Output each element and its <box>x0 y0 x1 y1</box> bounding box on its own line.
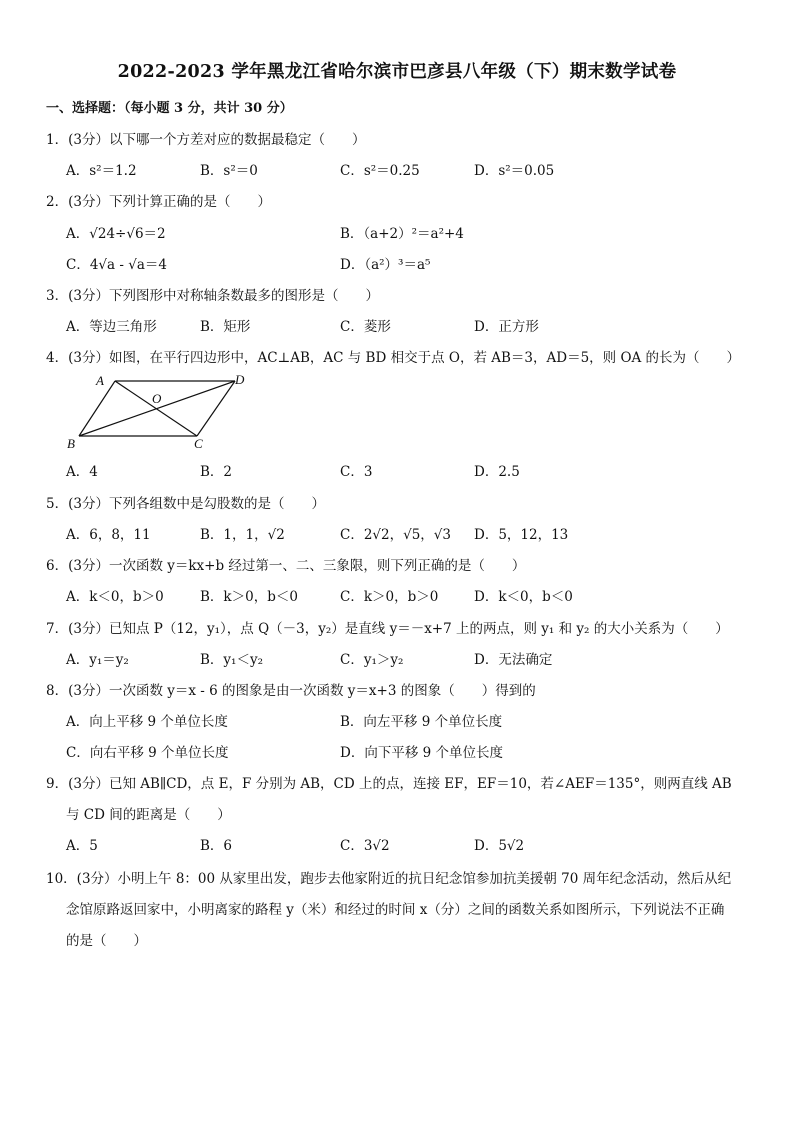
question-7-stem: 7．(3分）已知点 P（12，y₁），点 Q（－3，y₂）是直线 y＝－x+7 上的两点，则 y₁ 和 y₂ 的大小关系为（ ） <box>46 621 729 637</box>
q2-option-d: D．（a²）³＝a⁵ <box>340 257 431 273</box>
vertex-label-a: A <box>96 373 104 388</box>
q3-option-d: D．正方形 <box>474 319 539 335</box>
question-2-stem: 2．(3分）下列计算正确的是（ ） <box>46 194 271 210</box>
q7-option-b: B．y₁＜y₂ <box>200 652 263 668</box>
question-9-stem-line1: 9．(3分）已知 AB∥CD，点 E，F 分别为 AB，CD 上的点，连接 EF，EF＝10，若∠AEF＝135°，则两直线 AB <box>46 776 732 792</box>
question-5-stem: 5．(3分）下列各组数中是勾股数的是（ ） <box>46 496 325 512</box>
q4-option-a: A．4 <box>66 464 98 480</box>
q4-option-c: C．3 <box>340 464 373 480</box>
q8-option-a: A．向上平移 9 个单位长度 <box>66 714 228 730</box>
q2-option-b: B．（a+2）²＝a²+4 <box>340 226 464 242</box>
q8-option-b: B．向左平移 9 个单位长度 <box>340 714 503 730</box>
q7-option-c: C．y₁＞y₂ <box>340 652 404 668</box>
q3-option-c: C．菱形 <box>340 319 391 335</box>
vertex-label-b: B <box>67 436 75 451</box>
q7-option-d: D．无法确定 <box>474 652 553 668</box>
question-10-stem-line2: 念馆原路返回家中，小明离家的路程 y（米）和经过的时间 x（分）之间的函数关系如图所示，下列说法不正确 <box>66 902 725 918</box>
question-3-stem: 3．(3分）下列图形中对称轴条数最多的图形是（ ） <box>46 288 379 304</box>
q1-option-d: D．s²＝0.05 <box>474 163 555 179</box>
q1-option-c: C．s²＝0.25 <box>340 163 420 179</box>
vertex-label-o: O <box>152 391 162 406</box>
page-title: 2022-2023 学年黑龙江省哈尔滨市巴彦县八年级（下）期末数学试卷 <box>117 62 677 82</box>
question-6-stem: 6．(3分）一次函数 y＝kx+b 经过第一、二、三象限，则下列正确的是（ ） <box>46 558 526 574</box>
q5-option-c: C．2√2，√5，√3 <box>340 527 451 543</box>
q7-option-a: A．y₁＝y₂ <box>66 652 129 668</box>
q8-option-d: D．向下平移 9 个单位长度 <box>340 745 503 761</box>
q1-option-b: B．s²＝0 <box>200 163 258 179</box>
q2-option-c: C．4√a - √a＝4 <box>66 257 167 273</box>
q1-option-a: A．s²＝1.2 <box>66 163 137 179</box>
q5-option-d: D．5，12，13 <box>474 527 569 543</box>
edge-ba <box>79 381 115 436</box>
q9-option-c: C．3√2 <box>340 838 390 854</box>
diagonal-bd <box>79 381 235 436</box>
q6-option-d: D．k＜0，b＜0 <box>474 589 573 605</box>
vertex-label-c: C <box>194 436 203 451</box>
q4-option-b: B．2 <box>200 464 233 480</box>
question-1-stem: 1．(3分）以下哪一个方差对应的数据最稳定（ ） <box>46 132 366 148</box>
q2-option-a: A．√24÷√6＝2 <box>66 226 166 242</box>
q9-option-d: D．5√2 <box>474 838 525 854</box>
q6-option-b: B．k＞0，b＜0 <box>200 589 298 605</box>
question-8-stem: 8．(3分）一次函数 y＝x - 6 的图象是由一次函数 y＝x+3 的图象（ ）得到的 <box>46 683 536 699</box>
q6-option-a: A．k＜0，b＞0 <box>66 589 164 605</box>
q5-option-b: B．1，1，√2 <box>200 527 285 543</box>
q5-option-a: A．6，8，11 <box>66 527 151 543</box>
q9-option-a: A．5 <box>66 838 98 854</box>
q3-option-a: A．等边三角形 <box>66 319 157 335</box>
question-9-stem-line2: 与 CD 间的距离是（ ） <box>66 807 231 823</box>
q9-option-b: B．6 <box>200 838 233 854</box>
parallelogram-figure <box>62 370 262 452</box>
q4-option-d: D．2.5 <box>474 464 520 480</box>
q8-option-c: C．向右平移 9 个单位长度 <box>66 745 229 761</box>
question-4-stem: 4．(3分）如图，在平行四边形中，AC⊥AB，AC 与 BD 相交于点 O，若 AB＝3，AD＝5，则 OA 的长为（ ） <box>46 350 741 366</box>
question-10-stem-line1: 10．(3分）小明上午 8：00 从家里出发，跑步去他家附近的抗日纪念馆参加抗美援朝 70 周年纪念活动，然后从纪 <box>46 871 732 887</box>
section-heading: 一、选择题：（每小题 3 分，共计 30 分） <box>46 101 293 116</box>
q3-option-b: B．矩形 <box>200 319 251 335</box>
question-10-stem-line3: 的是（ ） <box>66 933 147 949</box>
q6-option-c: C．k＞0，b＞0 <box>340 589 439 605</box>
edge-dc <box>197 381 235 436</box>
vertex-label-d: D <box>235 372 245 387</box>
